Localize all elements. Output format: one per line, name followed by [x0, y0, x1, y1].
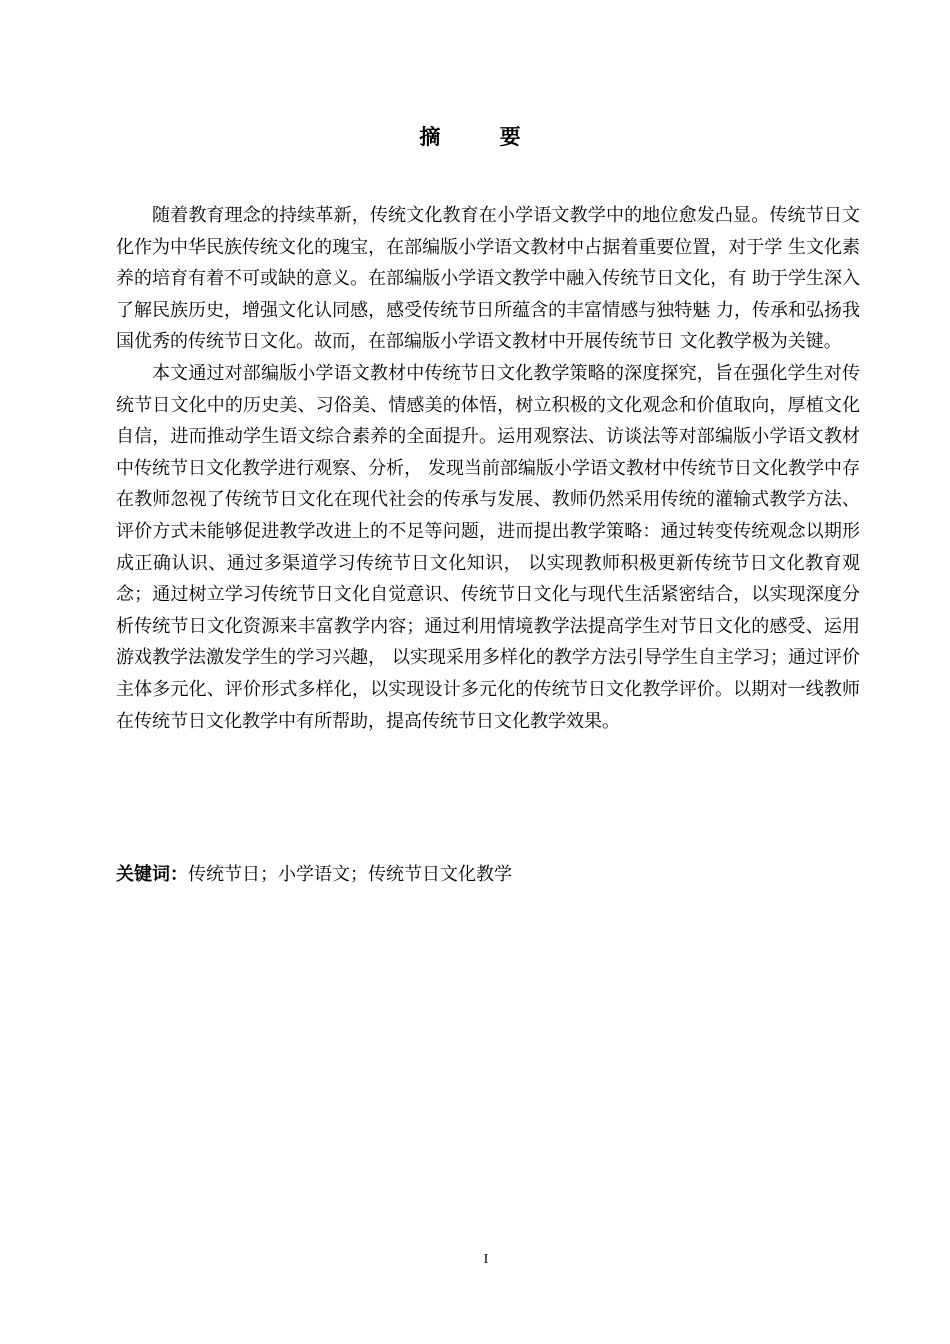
abstract-body: [116, 200, 860, 737]
page-title: 摘 要: [419, 125, 547, 149]
abstract-paragraph-1: 随着教育理念的持续革新，传统文化教育在小学语文教学中的地位愈发凸显。传统节日文化作为中华民族传统文化的瑰宝，在部编版小学语文教材中占据着重要位置，对于学 生文化素养的培育有着不可或缺的意义。在部编版小学语文教学中融入传统节日文化，有 助于学生深入了解民族历史，增强文化认同感，感受传统节日所蕴含的丰富情感与独特魅 力，传承和弘扬我国优秀的传统节日文化。故而，在部编版小学语文教材中开展传统节日 文化教学极为关键。: [116, 205, 860, 353]
keywords-label: 关键词：: [116, 864, 188, 885]
keywords-text: 传统节日；小学语文；传统节日文化教学: [188, 864, 512, 885]
abstract-paragraph-2: 本文通过对部编版小学语文教材中传统节日文化教学策略的深度探究，旨在强化学生对传统节日文化中的历史美、习俗美、情感美的体悟，树立积极的文化观念和价值取向，厚植文化自信，进而推动学生语文综合素养的全面提升。运用观察法、访谈法等对部编版小学语文教材中传统节日文化教学进行观察、分析， 发现当前部编版小学语文教材中传统节日文化教学中存在教师忽视了传统节日文化在现代社会的传承与发展、教师仍然采用传统的灌输式教学方法、评价方式未能够促进教学改进上的不足等问题，进而提出教学策略：通过转变传统观念以期形成正确认识、通过多渠道学习传统节日文化知识， 以实现教师积极更新传统节日文化教育观念；通过树立学习传统节日文化自觉意识、传统节日文化与现代生活紧密结合，以实现深度分析传统节日文化资源来丰富教学内容；通过利用情境教学法提高学生对节日文化的感受、运用游戏教学法激发学生的学习兴趣， 以实现采用多样化的教学方法引导学生自主学习；通过评价主体多元化、评价形式多样化，以实现设计多元化的传统节日文化教学评价。以期对一线教师在传统节日文化教学中有所帮助，提高传统节日文化教学效果。: [116, 362, 860, 732]
page-number: I: [483, 1252, 489, 1267]
keywords-line: [116, 860, 512, 890]
